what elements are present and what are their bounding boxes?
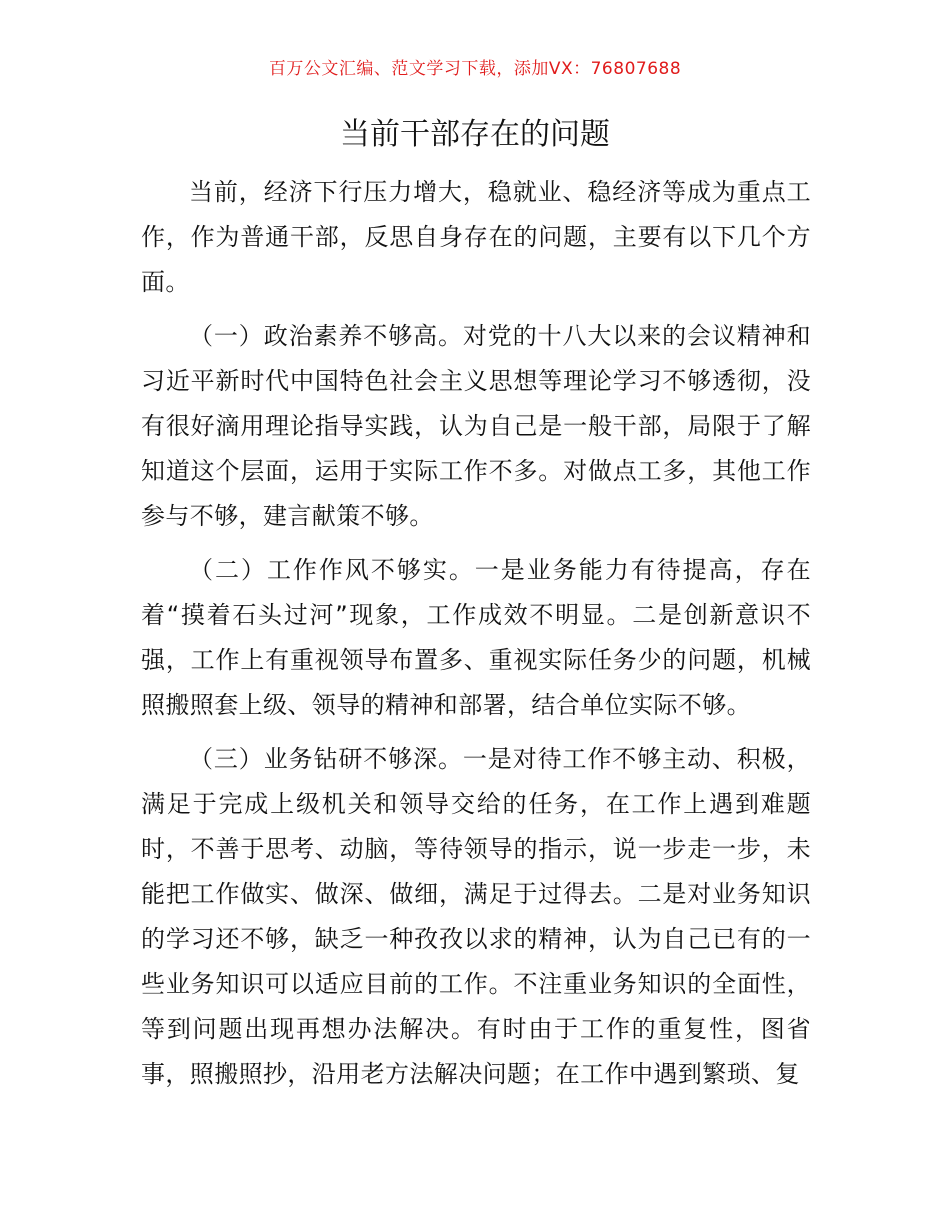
document-title: 当前干部存在的问题 — [340, 117, 610, 152]
paragraph-section-3: （三）业务钻研不够深。一是对待工作不够主动、积极，满足于完成上级机关和领导交给的任务，在工作上遇到难题时，不善于思考、动脑，等待领导的指示，说一步走一步，未能把工作做实、做深、做细，满足于过得去。二是对业务知识的学习还不够，缺乏一种孜孜以求的精神，认为自己已有的一些业务知识可以适应目前的工作。不注重业务知识的全面性，等到问题出现再想办法解决。有时由于工作的重复性，图省事，照搬照抄，沿用老方法解决问题；在工作中遇到繁琐、复 — [141, 745, 811, 1088]
paragraph-intro: 当前，经济下行压力增大，稳就业、稳经济等成为重点工作，作为普通干部，反思自身存在的问题，主要有以下几个方面。 — [141, 178, 811, 296]
document-body — [141, 170, 811, 1106]
paragraph-section-2: （二）工作作风不够实。一是业务能力有待提高，存在着“摸着石头过河”现象，工作成效不明显。二是创新意识不强，工作上有重视领导布置多、重视实际任务少的问题，机械照搬照套上级、领导的精神和部署，结合单位实际不够。 — [141, 556, 811, 719]
header-promo-note: 百万公文汇编、范文学习下载，添加VX：76807688 — [268, 59, 682, 79]
paragraph-section-1: （一）政治素养不够高。对党的十八大以来的会议精神和习近平新时代中国特色社会主义思想等理论学习不够透彻，没有很好滴用理论指导实践，认为自己是一般干部，局限于了解知道这个层面，运用于实际工作不多。对做点工多，其他工作参与不够，建言献策不够。 — [141, 322, 811, 530]
